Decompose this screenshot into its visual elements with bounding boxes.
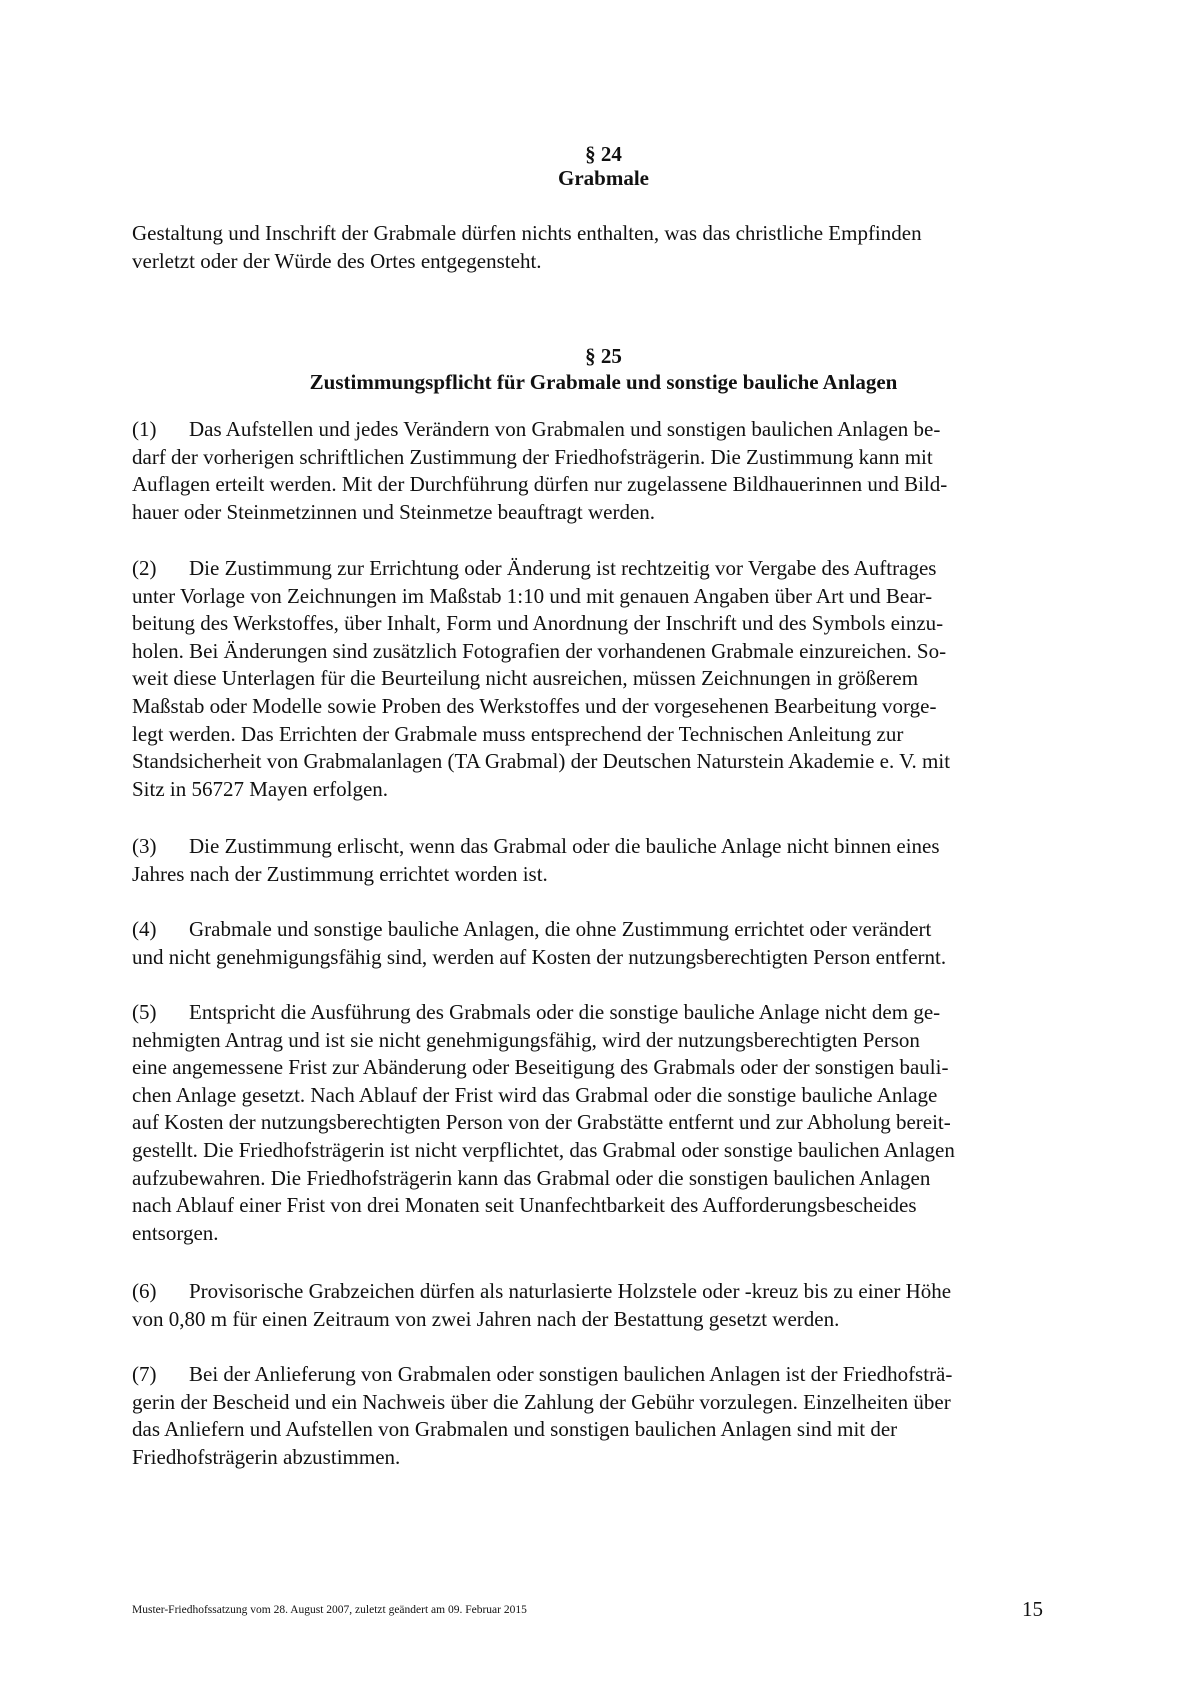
text-line: legt werden. Das Errichten der Grabmale muss entsprechend der Technischen Anleitung zur	[132, 721, 904, 746]
text-line: hauer oder Steinmetzinnen und Steinmetze beauftragt werden.	[132, 499, 656, 524]
text-line: und nicht genehmigungsfähig sind, werden auf Kosten der nutzungsberechtigten Person entfernt.	[132, 944, 947, 969]
text-line: Provisorische Grabzeichen dürfen als naturlasierte Holzstele oder -kreuz bis zu einer Höhe	[189, 1279, 952, 1303]
paragraph-4	[132, 916, 1092, 971]
text-line: aufzubewahren. Die Friedhofsträgerin kann das Grabmal oder die sonstigen baulichen Anlagen	[132, 1165, 931, 1190]
text-line: holen. Bei Änderungen sind zusätzlich Fotografien der vorhandenen Grabmale einzureichen. So-	[132, 638, 947, 663]
text-line: Grabmale und sonstige bauliche Anlagen, die ohne Zustimmung errichtet oder verändert	[189, 917, 932, 941]
text-line: gestellt. Die Friedhofsträgerin ist nicht verpflichtet, das Grabmal oder sonstige baulichen Anlagen	[132, 1137, 955, 1162]
text-line: von 0,80 m für einen Zeitraum von zwei Jahren nach der Bestattung gesetzt werden.	[132, 1306, 840, 1331]
text-line: verletzt oder der Würde des Ortes entgegensteht.	[132, 248, 542, 273]
text-line: nehmigten Antrag und ist sie nicht genehmigungsfähig, wird der nutzungsberechtigten Person	[132, 1027, 920, 1052]
paragraph-number: (3)	[132, 834, 157, 858]
text-line: Sitz in 56727 Mayen erfolgen.	[132, 776, 389, 801]
paragraph-number: (1)	[132, 417, 157, 441]
text-line: unter Vorlage von Zeichnungen im Maßstab 1:10 und mit genauen Angaben über Art und Bear-	[132, 583, 933, 608]
paragraph-2	[132, 555, 1092, 803]
paragraph-number: (5)	[132, 1000, 157, 1024]
text-line: Friedhofsträgerin abzustimmen.	[132, 1444, 401, 1469]
text-line: darf der vorherigen schriftlichen Zustimmung der Friedhofsträgerin. Die Zustimmung kann mit	[132, 444, 933, 469]
text-line: das Anliefern und Aufstellen von Grabmalen und sonstigen baulichen Anlagen sind mit der	[132, 1417, 898, 1442]
paragraph-number: (2)	[132, 556, 157, 580]
paragraph-number: (6)	[132, 1279, 157, 1303]
text-line: eine angemessene Frist zur Abänderung oder Beseitigung des Grabmals oder der sonstigen bauli-	[132, 1055, 949, 1080]
paragraph-number: (4)	[132, 917, 157, 941]
text-line: Die Zustimmung erlischt, wenn das Grabmal oder die bauliche Anlage nicht binnen eines	[189, 834, 940, 858]
paragraph-5	[132, 999, 1092, 1247]
text-line: Entspricht die Ausführung des Grabmals oder die sonstige bauliche Anlage nicht dem ge-	[189, 1000, 941, 1024]
section-24-title: Grabmale	[558, 166, 649, 190]
text-line: Die Zustimmung zur Errichtung oder Änderung ist rechtzeitig vor Vergabe des Auftrages	[189, 556, 937, 580]
paragraph-7	[132, 1361, 1092, 1471]
text-line: entsorgen.	[132, 1220, 219, 1245]
text-line: weit diese Unterlagen für die Beurteilung nicht ausreichen, müssen Zeichnungen in größerem	[132, 666, 919, 691]
text-line: Standsicherheit von Grabmalanlagen (TA Grabmal) der Deutschen Naturstein Akademie e. V. mit	[132, 749, 951, 774]
paragraph-number: (7)	[132, 1362, 157, 1386]
section-25-title: Zustimmungspflicht für Grabmale und sonstige bauliche Anlagen	[309, 370, 898, 394]
text-line: Das Aufstellen und jedes Verändern von Grabmalen und sonstigen baulichen Anlagen be-	[189, 417, 941, 441]
text-line: Auflagen erteilt werden. Mit der Durchführung dürfen nur zugelassene Bildhauerinnen und Bild-	[132, 472, 948, 497]
page-number: 15	[1022, 1597, 1043, 1621]
footer-text: Muster-Friedhofssatzung vom 28. August 2007, zuletzt geändert am 09. Februar 2015	[132, 1604, 527, 1616]
text-line: Maßstab oder Modelle sowie Proben des Werkstoffes und der vorgesehenen Bearbeitung vorge-	[132, 693, 937, 718]
text-line: nach Ablauf einer Frist von drei Monaten seit Unanfechtbarkeit des Aufforderungsbescheides	[132, 1193, 917, 1218]
text-line: auf Kosten der nutzungsberechtigten Person von der Grabstätte entfernt und zur Abholung bereit-	[132, 1110, 951, 1135]
section-24-number: § 24	[585, 142, 622, 166]
text-line: Gestaltung und Inschrift der Grabmale dürfen nichts enthalten, was das christliche Empfinden	[132, 221, 922, 245]
section-24-intro	[132, 220, 1092, 275]
text-line: Bei der Anlieferung von Grabmalen oder sonstigen baulichen Anlagen ist der Friedhofsträ-	[189, 1362, 953, 1386]
text-line: beitung des Werkstoffes, über Inhalt, Form und Anordnung der Inschrift und des Symbols einzu-	[132, 611, 944, 636]
section-25-number: § 25	[585, 344, 622, 368]
text-line: chen Anlage gesetzt. Nach Ablauf der Frist wird das Grabmal oder die sonstige bauliche Anlage	[132, 1082, 938, 1107]
text-line: Jahres nach der Zustimmung errichtet worden ist.	[132, 861, 548, 886]
paragraph-6	[132, 1278, 1092, 1333]
text-line: gerin der Bescheid und ein Nachweis über die Zahlung der Gebühr vorzulegen. Einzelheiten über	[132, 1389, 951, 1414]
paragraph-3	[132, 833, 1092, 888]
paragraph-1	[132, 416, 1092, 526]
